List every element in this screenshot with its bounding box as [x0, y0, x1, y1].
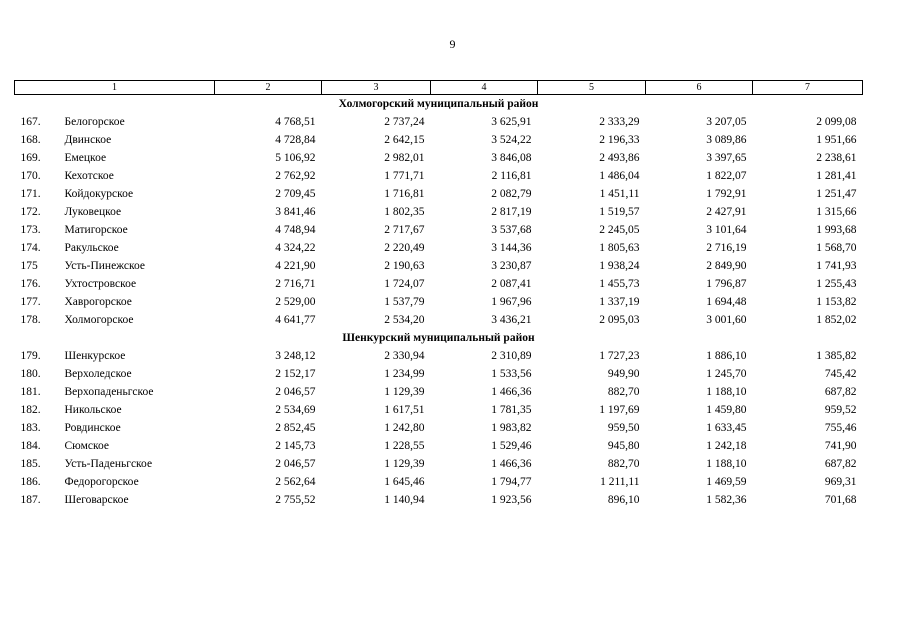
value-cell: 1 741,93	[816, 260, 857, 272]
value-cell: 4 768,51	[275, 116, 316, 128]
settlement-cell	[15, 455, 215, 473]
value-cell: 2 310,89	[491, 350, 532, 362]
table-body	[15, 95, 863, 510]
settlement-name: Матигорское	[64, 224, 128, 236]
value-cell: 2 196,33	[599, 134, 640, 146]
table-row	[15, 167, 863, 185]
value-cell: 1 993,68	[816, 224, 857, 236]
value-cell: 882,70	[607, 386, 640, 398]
settlement-cell	[15, 401, 215, 419]
value-cell: 2 190,63	[384, 260, 425, 272]
value-cell: 1 140,94	[384, 494, 425, 506]
value-cell: 2 755,52	[275, 494, 316, 506]
value-cell: 2 717,67	[384, 224, 425, 236]
settlement-name: Усть-Паденьгское	[64, 458, 153, 470]
column-header: 3	[322, 81, 431, 95]
value-cell: 1 486,04	[599, 170, 640, 182]
row-number: 180.	[20, 368, 41, 380]
value-cell: 2 245,05	[599, 224, 640, 236]
table-row	[15, 239, 863, 257]
value-cell: 1 466,36	[491, 386, 532, 398]
table-row	[15, 473, 863, 491]
settlement-name: Кехотское	[64, 170, 114, 182]
settlement-name: Верхопаденьгское	[64, 386, 154, 398]
value-cell: 687,82	[824, 458, 857, 470]
value-cell: 1 983,82	[491, 422, 532, 434]
value-cell: 949,90	[607, 368, 640, 380]
value-cell: 1 188,10	[706, 458, 747, 470]
value-cell: 1 716,81	[384, 188, 425, 200]
value-cell: 1 802,35	[384, 206, 425, 218]
settlement-cell	[15, 131, 215, 149]
value-cell: 1 242,80	[384, 422, 425, 434]
table-row	[15, 491, 863, 509]
row-number: 184.	[20, 440, 41, 452]
settlement-name: Луковецкое	[64, 206, 122, 218]
value-cell: 1 568,70	[816, 242, 857, 254]
value-cell: 1 153,82	[816, 296, 857, 308]
row-number: 178.	[20, 314, 41, 326]
value-cell: 3 841,46	[275, 206, 316, 218]
value-cell: 1 537,79	[384, 296, 425, 308]
value-cell: 3 089,86	[706, 134, 747, 146]
table-row	[15, 383, 863, 401]
settlement-cell	[15, 419, 215, 437]
value-cell: 4 641,77	[275, 314, 316, 326]
settlement-name: Хаврогорское	[64, 296, 132, 308]
value-cell: 3 436,21	[491, 314, 532, 326]
row-number: 167.	[20, 116, 41, 128]
value-cell: 1 466,36	[491, 458, 532, 470]
value-cell: 2 427,91	[706, 206, 747, 218]
row-number: 173.	[20, 224, 41, 236]
section-title: Холмогорский муниципальный район	[338, 98, 539, 110]
value-cell: 1 255,43	[816, 278, 857, 290]
value-cell: 3 144,36	[491, 242, 532, 254]
row-number: 187.	[20, 494, 41, 506]
row-number: 174.	[20, 242, 41, 254]
row-number: 168.	[20, 134, 41, 146]
row-number: 183.	[20, 422, 41, 434]
value-cell: 1 245,70	[706, 368, 747, 380]
value-cell: 745,42	[824, 368, 857, 380]
table-row	[15, 347, 863, 365]
value-cell: 3 001,60	[706, 314, 747, 326]
row-number: 170.	[20, 170, 41, 182]
value-cell: 1 211,11	[600, 476, 640, 488]
value-cell: 755,46	[824, 422, 857, 434]
value-cell: 3 625,91	[491, 116, 532, 128]
value-cell: 687,82	[824, 386, 857, 398]
row-number: 185.	[20, 458, 41, 470]
value-cell: 1 727,23	[599, 350, 640, 362]
value-cell: 959,52	[824, 404, 857, 416]
row-number: 171.	[20, 188, 41, 200]
value-cell: 1 633,45	[706, 422, 747, 434]
value-cell: 969,31	[824, 476, 857, 488]
settlement-cell	[15, 239, 215, 257]
settlement-cell	[15, 185, 215, 203]
column-header: 1	[15, 81, 215, 95]
value-cell: 1 724,07	[384, 278, 425, 290]
settlement-cell	[15, 275, 215, 293]
value-cell: 2 238,61	[816, 152, 857, 164]
value-cell: 2 849,90	[706, 260, 747, 272]
value-cell: 4 728,84	[275, 134, 316, 146]
value-cell: 2 982,01	[384, 152, 425, 164]
row-number: 169.	[20, 152, 41, 164]
table-row	[15, 113, 863, 131]
value-cell: 3 101,64	[706, 224, 747, 236]
value-cell: 2 095,03	[599, 314, 640, 326]
table-row	[15, 149, 863, 167]
value-cell: 4 324,22	[275, 242, 316, 254]
table-row	[15, 221, 863, 239]
value-cell: 2 046,57	[275, 458, 316, 470]
value-cell: 1 451,11	[599, 188, 640, 200]
row-number: 172.	[20, 206, 41, 218]
table-row	[15, 401, 863, 419]
table-row	[15, 275, 863, 293]
value-cell: 1 694,48	[706, 296, 747, 308]
value-cell: 2 852,45	[275, 422, 316, 434]
value-cell: 2 716,19	[706, 242, 747, 254]
value-cell: 2 330,94	[384, 350, 425, 362]
settlement-name: Ровдинское	[64, 422, 121, 434]
value-cell: 3 207,05	[706, 116, 747, 128]
settlement-cell	[15, 167, 215, 185]
value-cell: 4 221,90	[275, 260, 316, 272]
value-cell: 1 455,73	[599, 278, 640, 290]
row-number: 176.	[20, 278, 41, 290]
value-cell: 3 397,65	[706, 152, 747, 164]
value-cell: 2 762,92	[275, 170, 316, 182]
settlement-name: Шеговарское	[64, 494, 129, 506]
value-cell: 1 519,57	[599, 206, 640, 218]
value-cell: 945,80	[607, 440, 640, 452]
value-cell: 1 234,99	[384, 368, 425, 380]
value-cell: 2 709,45	[275, 188, 316, 200]
value-cell: 1 792,91	[706, 188, 747, 200]
table-row	[15, 257, 863, 275]
section-title: Шенкурский муниципальный район	[342, 332, 535, 344]
value-cell: 1 951,66	[816, 134, 857, 146]
value-cell: 1 459,80	[706, 404, 747, 416]
value-cell: 1 129,39	[384, 386, 425, 398]
value-cell: 2 737,24	[384, 116, 425, 128]
settlement-name: Койдокурское	[64, 188, 134, 200]
value-cell: 3 248,12	[275, 350, 316, 362]
value-cell: 701,68	[824, 494, 857, 506]
table-row	[15, 185, 863, 203]
value-cell: 1 385,82	[816, 350, 857, 362]
value-cell: 1 242,18	[706, 440, 747, 452]
value-cell: 3 230,87	[491, 260, 532, 272]
settlement-name: Белогорское	[64, 116, 125, 128]
value-cell: 2 087,41	[491, 278, 532, 290]
settlement-cell	[15, 203, 215, 221]
section-heading-row	[15, 329, 863, 347]
section-heading-row	[15, 95, 863, 114]
settlement-name: Емецкое	[64, 152, 107, 164]
value-cell: 1 582,36	[706, 494, 747, 506]
value-cell: 1 228,55	[384, 440, 425, 452]
table-row	[15, 365, 863, 383]
value-cell: 2 333,29	[599, 116, 640, 128]
column-header: 6	[646, 81, 753, 95]
settlement-cell	[15, 473, 215, 491]
settlement-name: Усть-Пинежское	[64, 260, 146, 272]
settlement-name: Двинское	[64, 134, 112, 146]
settlement-cell	[15, 149, 215, 167]
settlement-name: Сюмское	[64, 440, 109, 452]
value-cell: 2 642,15	[384, 134, 425, 146]
value-cell: 1 281,41	[816, 170, 857, 182]
value-cell: 2 220,49	[384, 242, 425, 254]
value-cell: 1 796,87	[706, 278, 747, 290]
value-cell: 1 886,10	[706, 350, 747, 362]
value-cell: 1 315,66	[816, 206, 857, 218]
value-cell: 1 771,71	[384, 170, 425, 182]
table-row	[15, 419, 863, 437]
settlement-name: Никольское	[64, 404, 122, 416]
table-row	[15, 455, 863, 473]
row-number: 182.	[20, 404, 41, 416]
value-cell: 1 645,46	[384, 476, 425, 488]
table-row	[15, 311, 863, 329]
table-row	[15, 131, 863, 149]
value-cell: 2 493,86	[599, 152, 640, 164]
value-cell: 1 188,10	[706, 386, 747, 398]
value-cell: 1 852,02	[816, 314, 857, 326]
value-cell: 1 617,51	[384, 404, 425, 416]
value-cell: 1 529,46	[491, 440, 532, 452]
settlement-name: Федорогорское	[64, 476, 139, 488]
value-cell: 2 116,81	[491, 170, 532, 182]
settlement-cell	[15, 365, 215, 383]
settlement-name: Верхоледское	[64, 368, 132, 380]
settlement-cell	[15, 113, 215, 131]
settlement-name: Ухтостровское	[64, 278, 137, 290]
value-cell: 2 562,64	[275, 476, 316, 488]
value-cell: 2 716,71	[275, 278, 316, 290]
table-header-row	[15, 81, 863, 95]
settlement-name: Шенкурское	[64, 350, 126, 362]
settlement-cell	[15, 311, 215, 329]
value-cell: 1 469,59	[706, 476, 747, 488]
row-number: 186.	[20, 476, 41, 488]
value-cell: 741,90	[824, 440, 857, 452]
value-cell: 1 938,24	[599, 260, 640, 272]
value-cell: 1 794,77	[491, 476, 532, 488]
table-row	[15, 437, 863, 455]
value-cell: 5 106,92	[275, 152, 316, 164]
settlement-cell	[15, 257, 215, 275]
value-cell: 1 822,07	[706, 170, 747, 182]
row-number: 181.	[20, 386, 41, 398]
column-header: 2	[215, 81, 322, 95]
value-cell: 1 923,56	[491, 494, 532, 506]
row-number: 175	[20, 260, 38, 272]
value-cell: 4 748,94	[275, 224, 316, 236]
settlement-cell	[15, 491, 215, 509]
value-cell: 2 529,00	[275, 296, 316, 308]
value-cell: 2 082,79	[491, 188, 532, 200]
value-cell: 2 145,73	[275, 440, 316, 452]
value-cell: 1 967,96	[491, 296, 532, 308]
column-header: 5	[538, 81, 646, 95]
settlement-cell	[15, 293, 215, 311]
settlement-name: Холмогорское	[64, 314, 134, 326]
row-number: 179.	[20, 350, 41, 362]
value-cell: 3 524,22	[491, 134, 532, 146]
value-cell: 2 099,08	[816, 116, 857, 128]
value-cell: 1 197,69	[599, 404, 640, 416]
value-cell: 3 846,08	[491, 152, 532, 164]
table-row	[15, 203, 863, 221]
value-cell: 2 152,17	[275, 368, 316, 380]
page-number: 9	[449, 37, 456, 51]
value-cell: 1 533,56	[491, 368, 532, 380]
settlements-table	[14, 80, 863, 509]
value-cell: 1 129,39	[384, 458, 425, 470]
value-cell: 1 781,35	[491, 404, 532, 416]
value-cell: 1 337,19	[599, 296, 640, 308]
value-cell: 882,70	[607, 458, 640, 470]
settlement-name: Ракульское	[64, 242, 119, 254]
value-cell: 2 534,69	[275, 404, 316, 416]
settlement-cell	[15, 347, 215, 365]
value-cell: 2 534,20	[384, 314, 425, 326]
row-number: 177.	[20, 296, 41, 308]
settlement-cell	[15, 437, 215, 455]
value-cell: 1 805,63	[599, 242, 640, 254]
value-cell: 3 537,68	[491, 224, 532, 236]
value-cell: 959,50	[607, 422, 640, 434]
column-header: 4	[431, 81, 538, 95]
value-cell: 1 251,47	[816, 188, 857, 200]
table-row	[15, 293, 863, 311]
value-cell: 896,10	[607, 494, 640, 506]
value-cell: 2 046,57	[275, 386, 316, 398]
value-cell: 2 817,19	[491, 206, 532, 218]
settlement-cell	[15, 383, 215, 401]
column-header: 7	[753, 81, 863, 95]
settlement-cell	[15, 221, 215, 239]
